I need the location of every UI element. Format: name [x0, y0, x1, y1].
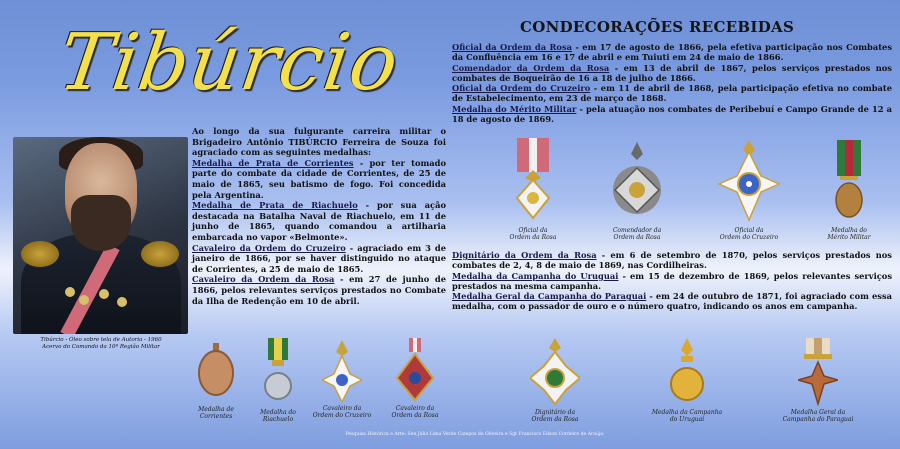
- medal-caption-line: Ordem do Cruzeiro: [719, 234, 779, 241]
- medal-caption-line: Oficial da: [518, 227, 548, 234]
- medal-caption-line: Ordem da Rosa: [613, 234, 661, 241]
- rose-order-knight-medal-icon: [395, 338, 435, 402]
- medal-campanha-uruguai: [648, 338, 726, 423]
- medal-caption: [652, 409, 722, 423]
- award-text: - pela atuação nos combates de Peribebuí e Campo Grande de 12 a 18 de agosto de 1869.: [452, 103, 892, 125]
- award-title: Oficial da Ordem da Rosa: [452, 42, 572, 52]
- award-title: Medalha do Mérito Militar: [452, 103, 577, 114]
- portrait-caption: [15, 337, 187, 351]
- medal-caption-line: Comendador da: [612, 227, 662, 234]
- medal-corrientes: [188, 343, 244, 420]
- award-text: - em 15 de dezembro de 1869, pelos relevantes serviços prestados na mesma campanha.: [452, 270, 892, 291]
- portrait-medal: [99, 289, 109, 299]
- riachuelo-medal-icon: [264, 338, 292, 406]
- medal-oficial-cruzeiro: [712, 138, 786, 241]
- award-title: Oficial da Ordem do Cruzeiro: [452, 83, 591, 94]
- medal-riachuelo: [252, 338, 304, 423]
- medal-cavaleiro-rosa: [380, 338, 450, 419]
- medal-caption: [720, 227, 779, 241]
- corrientes-medal-icon: [196, 343, 236, 403]
- cruzeiro-knight-medal-icon: [322, 340, 362, 402]
- section-title: CONDECORAÇÕES RECEBIDAS: [520, 18, 795, 36]
- medal-caption: [198, 406, 234, 420]
- medal-caption-line: Dignitário da: [534, 409, 576, 416]
- awards-list-top: [452, 42, 892, 124]
- portrait-caption-line: Tibúrcio - Óleo sobre tela de Autoria - 1960: [40, 337, 162, 343]
- rose-order-medal-icon: [513, 138, 553, 224]
- medal-caption-line: Oficial da: [734, 227, 764, 234]
- portrait-epaulette-right: [141, 241, 179, 267]
- award-text: - em 6 de setembro de 1870, pelos serviços prestados nos combates de 2, 4, 8 de maio de 1869, nas Cordilheiras.: [452, 250, 892, 271]
- medal-merito-militar: [816, 140, 882, 241]
- medal-caption-line: do Uruguai: [669, 416, 705, 423]
- biography-text: [192, 126, 446, 306]
- award-title: Dignitário da Ordem da Rosa: [452, 250, 597, 260]
- paraguay-campaign-medal-icon: [798, 338, 838, 406]
- bio-intro: Ao longo da sua fulgurante carreira militar o Brigadeiro Antônio TIBÚRCIO Ferreira de Souza foi agraciado com as seguintes medalhas:: [192, 126, 446, 158]
- medal-caption: [392, 405, 439, 419]
- bio-award-text: - agraciado em 3 de janeiro de 1866, por se haver distinguido no ataque de Corrientes, a 25 de maio de 1865.: [192, 242, 447, 274]
- award-title: Comendador da Ordem da Rosa: [452, 62, 610, 73]
- page-title: Tibúrcio: [53, 18, 405, 108]
- award-title: Medalha Geral da Campanha do Paraguai: [452, 291, 647, 302]
- medal-caption-line: Corrientes: [199, 413, 233, 420]
- medal-geral-paraguai: [776, 338, 860, 423]
- medal-caption-line: Ordem da Rosa: [531, 416, 579, 423]
- medal-caption-line: Medalha da Campanha: [651, 409, 723, 416]
- credits-text: Pesquisa Histórica e Arte: Sen Júlio Lima Verde Campos de Oliveira e Sgt Francisco Edson Cordeiro de Araújo.: [345, 432, 605, 437]
- medal-caption: [827, 227, 870, 241]
- bio-award-title: Medalha de Prata de Riachuelo: [192, 200, 358, 211]
- medal-caption: [313, 405, 372, 419]
- medal-caption: [613, 227, 661, 241]
- bio-award-title: Medalha de Prata de Corrientes: [192, 157, 354, 168]
- portrait-medal: [117, 297, 127, 307]
- medal-caption: [532, 409, 579, 423]
- medal-caption: [510, 227, 557, 241]
- cruzeiro-order-medal-icon: [717, 138, 781, 224]
- portrait-epaulette-left: [21, 241, 59, 267]
- medal-caption-line: Campanha do Paraguai: [782, 416, 854, 423]
- medal-cavaleiro-cruzeiro: [308, 340, 376, 419]
- portrait-beard: [71, 195, 131, 251]
- medal-comendador-rosa: [600, 140, 674, 241]
- medal-caption-line: Medalha Geral da: [790, 409, 846, 416]
- uruguay-campaign-medal-icon: [669, 338, 705, 406]
- bio-award-title: Cavaleiro da Ordem da Rosa: [192, 274, 335, 285]
- rose-order-dignitary-medal-icon: [530, 338, 580, 406]
- medal-dignitario-rosa: [520, 338, 590, 423]
- medal-caption-line: Ordem da Rosa: [391, 412, 439, 419]
- award-title: Medalha da Campanha do Uruguai: [452, 270, 619, 281]
- portrait-medal: [79, 295, 89, 305]
- medal-caption-line: Riachuelo: [262, 416, 294, 423]
- medal-caption-line: Medalha do: [260, 409, 296, 416]
- awards-list-bottom: [452, 250, 892, 312]
- award-text: - em 13 de abril de 1867, pelos serviços prestados nos combates de Boqueirão de 16 a 18 de julho de 1866.: [452, 62, 892, 83]
- bio-award-title: Cavaleiro da Ordem do Cruzeiro: [192, 242, 346, 253]
- bio-award-text: - por sua ação destacada na Batalha Naval de Riachuelo, em 11 de junho de 1865, quando comandou a artilharia embarcada no vapor «Belmonte».: [192, 200, 446, 242]
- medal-oficial-rosa: [498, 138, 568, 241]
- rose-order-commander-medal-icon: [608, 140, 666, 224]
- medal-caption-line: Ordem do Cruzeiro: [312, 412, 372, 419]
- medal-caption: [260, 409, 296, 423]
- medal-caption-line: Ordem da Rosa: [509, 234, 557, 241]
- award-text: - em 17 de agosto de 1866, pela efetiva participação nos Combates da Confluência em 16 e 17 de abril e em Tuiuti em 24 de maio de 1866.: [452, 42, 892, 63]
- medal-caption-line: Mérito Militar: [827, 234, 871, 241]
- award-text: - em 11 de abril de 1868, pela participação efetiva no combate de Estabelecimento, em 23 de março de 1868.: [452, 83, 892, 104]
- portrait-caption-line: Acervo do Comando da 10ª Região Militar: [42, 344, 160, 350]
- bio-award-text: - em 27 de junho de 1866, pelos relevantes serviços prestados no Combate da Ilha de Redenção em 10 de abril.: [192, 274, 446, 306]
- bio-award-text: - por ter tomado parte do combate da cidade de Corrientes, de 25 de maio de 1865, seu batismo de fogo. Foi concedida pela Argentina.: [192, 157, 446, 200]
- medal-caption-line: Cavaleiro da: [395, 405, 435, 412]
- award-text: - em 24 de outubro de 1871, foi agraciado com essa medalha, com o passador de ouro e o número quatro, indicando os anos em campanha.: [452, 291, 892, 312]
- portrait-image: [13, 137, 188, 334]
- portrait-medal: [65, 287, 75, 297]
- medal-caption: [783, 409, 854, 423]
- military-merit-medal-icon: [834, 140, 864, 224]
- medal-caption-line: Cavaleiro da: [322, 405, 362, 412]
- medal-caption-line: Medalha de: [198, 406, 234, 413]
- medal-caption-line: Medalha do: [831, 227, 867, 234]
